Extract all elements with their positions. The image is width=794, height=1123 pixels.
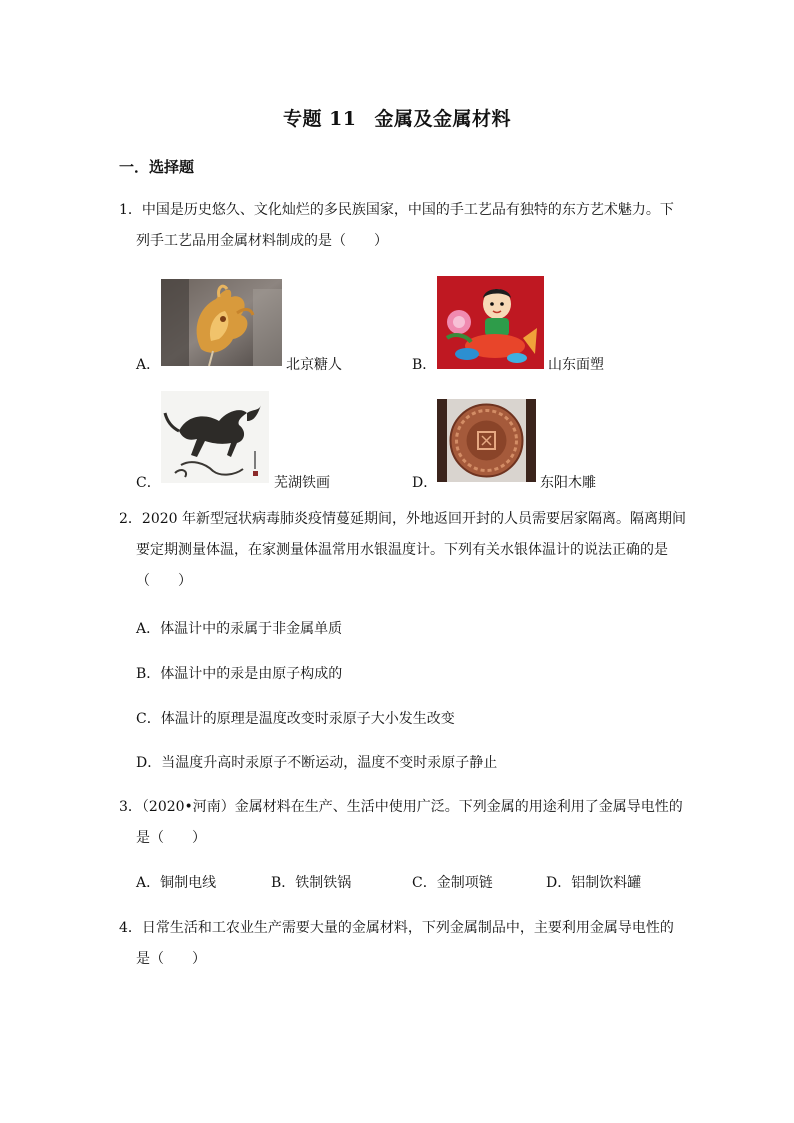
- q2-option-d: D．当温度升高时汞原子不断运动，温度不变时汞原子静止: [136, 755, 498, 771]
- q2-stem-line2: 要定期测量体温，在家测量体温常用水银温度计。下列有关水银体温计的说法正确的是: [136, 542, 668, 558]
- q3-option-c: C．金制项链: [412, 875, 493, 891]
- title-topic-number: 专题 11: [282, 108, 357, 130]
- q1-option-a-letter: A．: [136, 357, 161, 373]
- q3-option-a: A．铜制电线: [136, 875, 217, 891]
- q1-option-b-letter: B．: [412, 357, 437, 373]
- q2-option-a: A．体温计中的汞属于非金属单质: [136, 621, 343, 637]
- q1-option-d-letter: D．: [412, 475, 438, 491]
- title-topic-name: 金属及金属材料: [374, 108, 512, 130]
- iron-painting-image: [161, 391, 269, 483]
- q1-stem-line1: 1．中国是历史悠久、文化灿烂的多民族国家，中国的手工艺品有独特的东方艺术魅力。下: [119, 202, 674, 218]
- q1-stem-line2: 列手工艺品用金属材料制成的是（ ）: [136, 233, 388, 249]
- q4-stem-line1: 4．日常生活和工农业生产需要大量的金属材料，下列金属制品中，主要利用金属导电性的: [119, 920, 674, 936]
- q4-stem-line2: 是（ ）: [136, 951, 206, 967]
- q1-option-c-caption: 芜湖铁画: [274, 475, 330, 491]
- q1-option-a-caption: 北京糖人: [286, 357, 342, 373]
- q1-option-d-caption: 东阳木雕: [540, 475, 596, 491]
- q1-option-b-caption: 山东面塑: [548, 357, 604, 373]
- q3-option-b: B．铁制铁锅: [271, 875, 352, 891]
- q3-option-d: D．铝制饮料罐: [546, 875, 642, 891]
- dough-figurine-image: [437, 276, 544, 369]
- sugar-figure-image: [161, 279, 282, 366]
- q2-stem-line3: （ ）: [136, 573, 192, 589]
- q1-option-c-letter: C．: [136, 475, 161, 491]
- q3-stem-line2: 是（ ）: [136, 830, 206, 846]
- q3-stem-line1: 3．（2020•河南）金属材料在生产、生活中使用广泛。下列金属的用途利用了金属导电性的: [119, 799, 683, 815]
- wood-carving-image: [437, 399, 536, 482]
- page-title: [0, 104, 794, 131]
- q2-option-b: B．体温计中的汞是由原子构成的: [136, 666, 343, 682]
- q2-stem-line1: 2．2020 年新型冠状病毒肺炎疫情蔓延期间，外地返回开封的人员需要居家隔离。隔离期间: [119, 511, 686, 527]
- q2-option-c: C．体温计的原理是温度改变时汞原子大小发生改变: [136, 711, 455, 727]
- section-heading: 一．选择题: [119, 158, 195, 176]
